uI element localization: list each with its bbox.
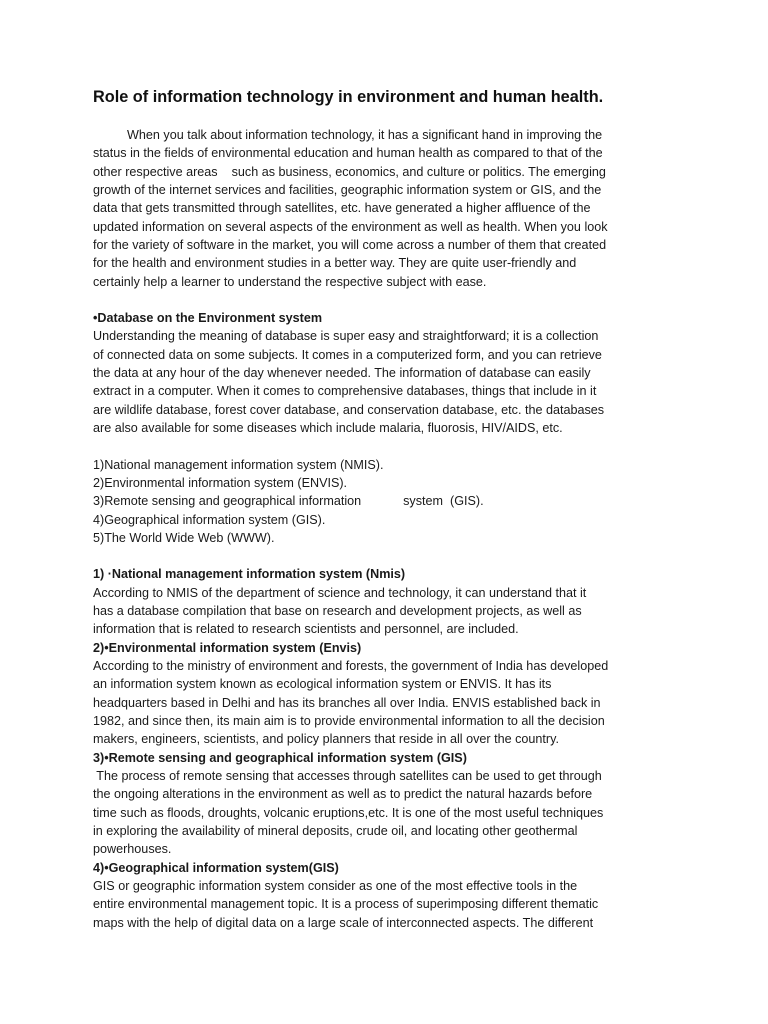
text-line: other respective areas such as business, economics, and culture or politics. The emerging — [93, 164, 606, 179]
spacer — [93, 438, 683, 456]
text-line: for the health and environment studies in a better way. They are quite user-friendly and — [93, 256, 577, 271]
text-line: are also available for some diseases which include malaria, fluorosis, HIV/AIDS, etc. — [93, 421, 563, 436]
list-item: 3)Remote sensing and geographical information system (GIS). — [93, 494, 484, 509]
text-line: an information system known as ecological information system or ENVIS. It has its — [93, 677, 552, 692]
text-line: The process of remote sensing that accesses through satellites can be used to get through — [93, 769, 602, 783]
text-line: status in the fields of environmental education and human health as compared to that of the — [93, 146, 603, 161]
text-line: the ongoing alterations in the environment as well as to predict the natural hazards before — [93, 787, 593, 802]
text-line: the data at any hour of the day whenever needed. The information of database can easily — [93, 366, 591, 381]
text-line: extract in a computer. When it comes to comprehensive databases, things that include in it — [93, 384, 597, 399]
text-line: According to the ministry of environment and forests, the government of India has developed — [93, 658, 609, 673]
document-page — [93, 86, 683, 932]
intro-paragraph — [93, 126, 683, 291]
text-line: makers, engineers, scientists, and policy planners that reside in all over the country. — [93, 732, 559, 747]
text-line: GIS or geographic information system consider as one of the most effective tools in the — [93, 879, 578, 894]
section-heading: •Database on the Environment system — [93, 311, 323, 326]
text-line: headquarters based in Delhi and has its branches all over India. ENVIS established back in — [93, 695, 601, 710]
list-item: 4)Geographical information system (GIS). — [93, 512, 326, 527]
text-line: certainly help a learner to understand the respective subject with ease. — [93, 274, 487, 289]
text-line: in exploring the availability of mineral deposits, crude oil, and locating other geothermal — [93, 824, 578, 839]
text-line: maps with the help of digital data on a large scale of interconnected aspects. The different — [93, 915, 594, 930]
text-line: updated information on several aspects of the environment as well as health. When you look — [93, 219, 608, 234]
text-line: Understanding the meaning of database is super easy and straightforward; it is a collection — [93, 329, 599, 344]
text-line: When you talk about information technology, it has a significant hand in improving the — [127, 128, 603, 142]
text-line: 1982, and since then, its main aim is to provide environmental information to all the decision — [93, 713, 605, 728]
text-line: entire environmental management topic. It is a process of superimposing different thematic — [93, 897, 599, 912]
text-line: powerhouses. — [93, 842, 172, 857]
systems-list — [93, 456, 683, 548]
section-heading: 4)•Geographical information system(GIS) — [93, 860, 339, 875]
document-title: Role of information technology in environment and human health. — [93, 88, 604, 106]
text-line: growth of the internet services and facilities, geographic information system or GIS, and the — [93, 183, 602, 198]
spacer — [93, 547, 683, 565]
text-line: has a database compilation that base on research and development projects, as well as — [93, 603, 582, 618]
text-line: for the variety of software in the market, you will come across a number of them that created — [93, 238, 607, 253]
text-line: data that gets transmitted through satellites, etc. have generated a higher affluence of the — [93, 201, 591, 216]
spacer — [93, 291, 683, 309]
list-item: 5)The World Wide Web (WWW). — [93, 530, 275, 545]
text-line: of connected data on some subjects. It comes in a computerized form, and you can retrieve — [93, 347, 602, 362]
database-section — [93, 309, 683, 437]
envis-section — [93, 639, 683, 749]
text-line: According to NMIS of the department of science and technology, it can understand that it — [93, 585, 587, 600]
text-line: information that is related to research scientists and personnel, are included. — [93, 622, 519, 637]
text-line: time such as floods, droughts, volcanic eruptions,etc. It is one of the most useful techniques — [93, 805, 604, 820]
nmis-section — [93, 565, 683, 638]
text-line: are wildlife database, forest cover database, and conservation database, etc. the databases — [93, 402, 605, 417]
section-heading: 2)•Environmental information system (Envis) — [93, 640, 362, 655]
list-item: 1)National management information system (NMIS). — [93, 457, 384, 472]
remote-sensing-section — [93, 749, 683, 859]
section-heading: 1) ·National management information system (Nmis) — [93, 567, 406, 582]
list-item: 2)Environmental information system (ENVIS). — [93, 475, 348, 490]
section-heading: 3)•Remote sensing and geographical information system (GIS) — [93, 750, 467, 765]
gis-section — [93, 859, 683, 932]
